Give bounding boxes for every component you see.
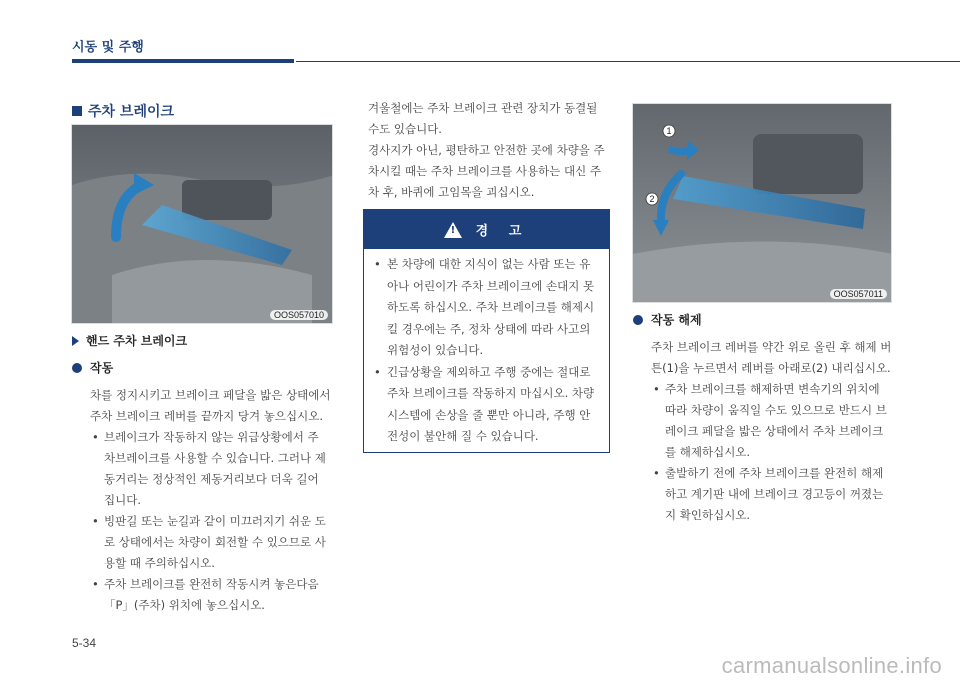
brake-release-photo (632, 103, 892, 303)
bullet-icon: • (92, 514, 99, 528)
text-line: 를 해제하십시오. (665, 445, 751, 459)
release-title: 작동 해제 (651, 313, 702, 327)
callout-1-label: 1 (666, 126, 672, 136)
warning-header (364, 210, 609, 249)
photo-code: OOS057011 (830, 289, 887, 299)
text-line: 킬 경우에는 주, 정차 상태에 따라 사고의 (387, 321, 591, 336)
list-item (90, 427, 335, 511)
text-line: 전성이 불안해 질 수 있습니다. (387, 429, 539, 443)
operation-bullets (90, 427, 335, 616)
text-line: 주차 브레이크 레버를 약간 위로 올린 후 해제 버 (651, 340, 892, 354)
warning-box (363, 209, 610, 453)
operation-title: 작동 (90, 361, 114, 375)
text-line: 브레이크가 작동하지 않는 위급상황에서 주 (104, 430, 319, 444)
text-line: 주차 브레이크를 해제하면 변속기의 위치에 (665, 382, 880, 396)
list-item (90, 574, 335, 616)
hand-brake-illustration (72, 125, 333, 324)
header-rule-thin (296, 61, 960, 62)
callout-2-label: 2 (649, 194, 655, 204)
text-line: 로 상태에서는 차량이 회전할 수 있으므로 사 (104, 535, 326, 549)
text-line: 「P」(주차) 위치에 놓으십시오. (104, 598, 265, 612)
text-line: 튼(1)을 누르면서 레버를 아래로(2) 내리십시오. (651, 361, 891, 375)
text-line: 하고 계기판 내에 브레이크 경고등이 꺼졌는 (665, 487, 884, 501)
text-line: 시스템에 손상을 줄 뿐만 아니라, 주행 안 (387, 407, 591, 422)
text-line: 경사지가 아닌, 평탄하고 안전한 곳에 차량을 주 (368, 143, 605, 157)
circle-bullet-icon (72, 363, 82, 373)
operation-heading (72, 359, 113, 376)
winter-paragraph (368, 98, 613, 203)
text-line: 주차 브레이크를 완전히 작동시켜 놓은다음 (104, 577, 319, 591)
text-line: 차시킬 때는 주차 브레이크를 사용하는 대신 주 (368, 164, 602, 178)
text-line: 따라 차량이 움직일 수도 있으므로 반드시 브 (665, 403, 887, 417)
list-item (651, 379, 896, 463)
section-title: 주차 브레이크 (88, 104, 175, 120)
bullet-icon: • (92, 577, 99, 591)
text-line: 아나 어린이가 주차 브레이크에 손대지 못 (387, 278, 595, 293)
text-line: 차를 정지시키고 브레이크 페달을 밟은 상태에서 (90, 388, 331, 402)
text-line: 동거리는 정상적인 제동거리보다 더욱 길어 (104, 472, 319, 486)
text-line: 주차 브레이크를 작동하지 마십시오. 차량 (387, 386, 595, 400)
text-line: 긴급상황을 제외하고 주행 중에는 절대로 (387, 364, 591, 379)
square-bullet-icon (72, 106, 82, 116)
text-line: 하도록 하십시오. 주차 브레이크를 해제시 (387, 300, 595, 314)
text-line: 출발하기 전에 주차 브레이크를 완전히 해제 (665, 466, 884, 480)
page-number: 5-34 (72, 636, 97, 650)
list-item (90, 511, 335, 574)
warning-bullets (374, 254, 604, 448)
text-line: 지 확인하십시오. (665, 508, 751, 522)
release-bullets (651, 379, 896, 526)
text-line: 주차 브레이크 레버를 끝까지 당겨 놓으십시오. (90, 409, 324, 423)
text-line: 본 차량에 대한 지식이 없는 사람 또는 유 (387, 257, 591, 271)
bullet-icon: • (374, 364, 381, 379)
text-line: 차브레이크를 사용할 수 있습니다. 그러나 제 (104, 451, 326, 465)
photo-code: OOS057010 (270, 310, 328, 320)
text-line: 레이크 페달을 밟은 상태에서 주차 브레이크 (665, 424, 884, 438)
text-line: 겨울철에는 주차 브레이크 관련 장치가 동결될 (368, 101, 598, 115)
release-paragraph (651, 337, 896, 379)
text-line: 집니다. (104, 493, 141, 507)
list-item (374, 362, 604, 448)
circle-bullet-icon (633, 315, 643, 325)
release-heading (633, 311, 702, 328)
chapter-title: 시동 및 주행 (72, 40, 144, 55)
text-line: 차 후, 바퀴에 고임목을 괴십시오. (368, 185, 535, 199)
bullet-icon: • (92, 430, 99, 444)
hand-brake-heading (72, 332, 187, 349)
bullet-icon: • (653, 382, 660, 396)
watermark: carmanualsonline.info (721, 653, 942, 678)
triangle-bullet-icon (72, 336, 79, 346)
hand-brake-photo (71, 124, 333, 324)
brake-release-illustration (633, 104, 892, 303)
bullet-icon: • (374, 257, 381, 271)
operation-paragraph (90, 385, 335, 427)
text-line: 용할 때 주의하십시오. (104, 556, 215, 570)
text-line: 위험성이 있습니다. (387, 343, 484, 357)
header-rule-thick (72, 59, 294, 63)
list-item (651, 463, 896, 526)
list-item (374, 254, 604, 362)
warning-title: 경 고 (475, 224, 530, 239)
warning-triangle-icon: ! (444, 222, 462, 238)
hand-brake-title: 핸드 주차 브레이크 (86, 334, 188, 348)
text-line: 수도 있습니다. (368, 122, 442, 136)
text-line: 빙판길 또는 눈길과 같이 미끄러지기 쉬운 도 (104, 514, 326, 528)
section-heading (72, 101, 174, 121)
bullet-icon: • (653, 466, 660, 480)
